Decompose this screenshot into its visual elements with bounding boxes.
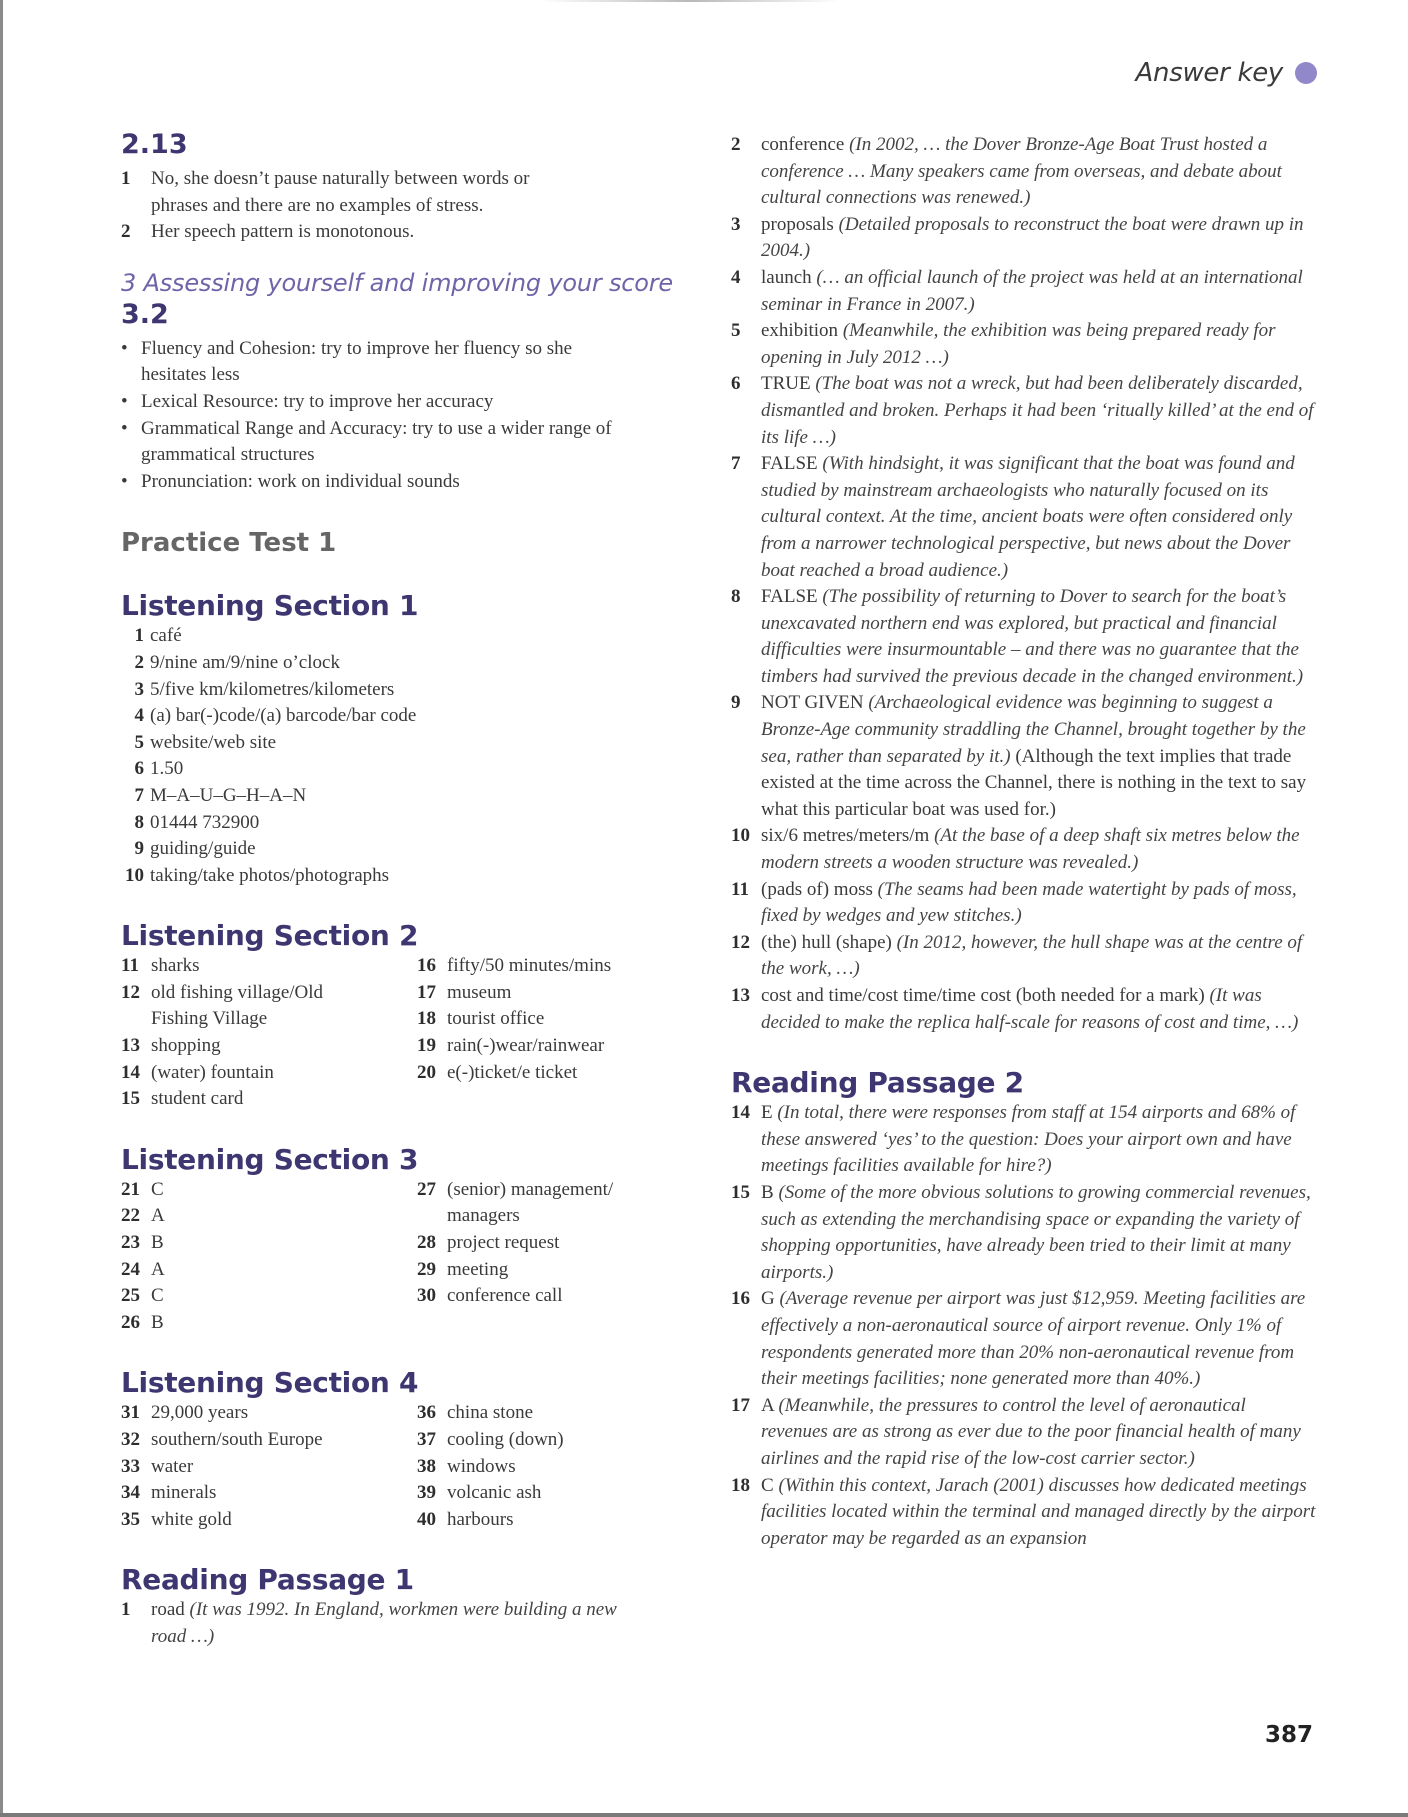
bullet-icon: •: [121, 337, 128, 359]
bullet-icon: •: [121, 390, 128, 412]
list-item: 12 old fishing village/Old Fishing Village: [121, 981, 324, 1030]
list-item: 34 minerals: [121, 1482, 217, 1504]
answer-text: TRUE: [761, 373, 811, 395]
list-item: 10 six/6 metres/meters/m (At the base of a deep shaft six metres below the modern streets a wooden structure was revealed.): [731, 825, 1300, 874]
list-item: 12 (the) hull (shape) (In 2012, however, the hull shape was at the centre of the work, …): [731, 931, 1303, 980]
quote-text: (At the base of a deep shaft six metres below the modern streets a wooden structure was revealed.): [761, 825, 1300, 874]
list-item: 14 E (In total, there were responses from staff at 154 airports and 68% of these answered ‘yes’ to the question: Does your airport own and have meetings facilities available for hire?): [731, 1102, 1296, 1177]
list-item: 6 1.50: [134, 758, 184, 780]
answer-text: conference: [761, 134, 845, 155]
reading-1-answers-continued: [731, 132, 1316, 1036]
list-item: 9 guiding/guide: [134, 838, 256, 860]
list-item: 7 M–A–U–G–H–A–N: [134, 784, 307, 806]
list-item: 10 taking/take photos/photographs: [125, 864, 390, 886]
listening-3-right: [417, 1177, 677, 1337]
list-item: 2 9/nine am/9/nine o’clock: [134, 651, 340, 673]
listening-2-answers: [121, 953, 701, 1113]
answer-text: (pads of) moss: [761, 878, 873, 900]
quote-text: (Meanwhile, the exhibition was being prepared ready for opening in July 2012 …): [761, 320, 1276, 368]
list-item: 20 e(-)ticket/e ticket: [417, 1061, 578, 1083]
listening-1-answers: [121, 623, 701, 889]
list-item: 2 conference (In 2002, … the Dover Bronze-Age Boat Trust hosted a conference … Many speakers came from overseas, and debate about cultural connections was renewed.): [731, 134, 1282, 209]
quote-text: (The possibility of returning to Dover to search for the boat’s unexcavated northern end was explored, but practical and financial difficulties were insurmountable – and there was no guarantee that the timbers had survived the previous decade in the changed environment.): [761, 586, 1304, 687]
quote-text: (Detailed proposals to reconstruct the boat were drawn up in 2004.): [761, 213, 1304, 262]
list-item: 7 FALSE (With hindsight, it was significant that the boat was found and studied by mainstream archaeologists who naturally focused on its cultural context. At the time, ancient boats were often considered only from a narrower technological perspective, but news about the Dover boat reached a broad audience.): [731, 453, 1295, 581]
listening-3-left: [121, 1177, 417, 1337]
list-item: 38 windows: [417, 1455, 516, 1477]
answer-list-2-13: [121, 166, 701, 246]
listening-4-left: [121, 1400, 417, 1533]
list-item: 18 tourist office: [417, 1008, 545, 1030]
page-left-edge: [0, 0, 3, 1817]
list-item: 1 No, she doesn’t pause naturally between words or phrases and there are no examples of stress.: [121, 168, 530, 216]
answer-text: launch: [761, 266, 812, 288]
list-item: • Fluency and Cohesion: try to improve her fluency so she hesitates less: [121, 336, 701, 389]
left-column: [121, 128, 701, 1651]
list-item: 18 C (Within this context, Jarach (2001) discusses how dedicated meetings facilities located within the terminal and managed directly by the airport operator may be regarded as an expansion: [731, 1474, 1316, 1549]
list-item: 1 road (It was 1992. In England, workmen were building a new road …): [121, 1599, 617, 1647]
list-item: 1 café: [134, 625, 182, 647]
answer-text: six/6 metres/meters/m: [761, 825, 930, 847]
answer-text: C: [761, 1474, 774, 1496]
practice-test-heading: Practice Test 1: [121, 528, 337, 559]
list-item: 13 shopping: [121, 1035, 221, 1057]
list-item: 3 5/five km/kilometres/kilometers: [134, 678, 395, 700]
list-item: 8 FALSE (The possibility of returning to Dover to search for the boat’s unexcavated northern end was explored, but practical and financial difficulties were insurmountable – and there was no guarantee that the timbers had survived the previous decade in the changed environment.): [731, 586, 1304, 687]
list-item: 5 exhibition (Meanwhile, the exhibition was being prepared ready for opening in July 2012 …): [731, 320, 1276, 368]
list-item: 27 (senior) management/ managers: [417, 1178, 614, 1227]
answer-text: FALSE: [761, 586, 818, 608]
reading-passage-1-heading: Reading Passage 1: [121, 1563, 414, 1597]
listening-section-2-heading: Listening Section 2: [121, 919, 419, 953]
right-column: [731, 132, 1316, 1552]
list-item: 40 harbours: [417, 1508, 514, 1530]
list-item: 36 china stone: [417, 1402, 534, 1424]
list-item: 6 TRUE (The boat was not a wreck, but had been deliberately discarded, dismantled and broken. Perhaps it had been ‘ritually killed’ at the end of its life …): [731, 373, 1314, 448]
answer-text: E: [761, 1102, 773, 1124]
listening-section-4-heading: Listening Section 4: [121, 1366, 419, 1400]
list-item: 22 A: [121, 1205, 165, 1227]
list-item: 9 NOT GIVEN (Archaeological evidence was beginning to suggest a Bronze-Age community straddling the Channel, brought together by the sea, rather than separated by it.) (Although the text implies that trade existed at the time across the Channel, there is nothing in the text to say what this particular boat was used for.): [731, 692, 1307, 820]
answer-text: NOT GIVEN: [761, 692, 864, 714]
quote-text: (Archaeological evidence was beginning to suggest a Bronze-Age community straddling the Channel, brought together by the sea, rather than separated by it.): [761, 692, 1306, 767]
list-item: 16 G (Average revenue per airport was just $12,959. Meeting facilities are effectively a non-aeronautical source of airport revenue. Only 1% of respondents generated more than 20% non-aeronautical revenue from their meetings facilities; none generated more than 40%.): [731, 1288, 1306, 1390]
list-item: 16 fifty/50 minutes/mins: [417, 955, 612, 977]
list-item: 24 A: [121, 1258, 165, 1280]
list-item: • Pronunciation: work on individual sounds: [121, 469, 701, 496]
page-number: 387: [1264, 1722, 1313, 1748]
quote-text: (Average revenue per airport was just $12,959. Meeting facilities are effectively a non-aeronautical source of airport revenue. Only 1% of respondents generated more than 20% non-aeronautical revenue from their meetings facilities; none generated more than 40%.): [761, 1288, 1306, 1390]
list-item: 28 project request: [417, 1232, 560, 1254]
section-heading-3-2: 3.2: [121, 298, 169, 330]
listening-4-answers: [121, 1400, 701, 1533]
listening-2-right: [417, 953, 677, 1113]
list-item: 17 museum: [417, 981, 512, 1003]
bullet-icon: •: [121, 417, 128, 439]
list-item: 21 C: [121, 1178, 164, 1200]
answer-text: FALSE: [761, 453, 818, 475]
list-item: • Lexical Resource: try to improve her accuracy: [121, 389, 701, 416]
chapter-heading: 3 Assessing yourself and improving your score: [121, 268, 673, 297]
list-item: 23 B: [121, 1232, 164, 1254]
reading-2-answers: [731, 1100, 1316, 1552]
list-item: 4 (a) bar(-)code/(a) barcode/bar code: [134, 705, 417, 727]
list-item: 15 B (Some of the more obvious solutions to growing commercial revenues, such as extending the merchandising space or expanding the variety of shopping opportunities, have already been tried to their limit at many airports.): [731, 1181, 1311, 1283]
list-item: 11 sharks: [121, 955, 200, 977]
quote-text: (In 2002, … the Dover Bronze-Age Boat Trust hosted a conference … Many speakers came from overseas, and debate about cultural connections was renewed.): [761, 134, 1282, 209]
answer-text: G: [761, 1288, 775, 1310]
list-item: 31 29,000 years: [121, 1402, 249, 1424]
quote-text: (It was decided to make the replica half-scale for reasons of cost and time, …): [761, 985, 1299, 1033]
listening-2-left: [121, 953, 417, 1113]
listening-section-1-heading: Listening Section 1: [121, 589, 419, 623]
listening-3-answers: [121, 1177, 701, 1337]
list-item: 37 cooling (down): [417, 1429, 564, 1450]
running-header-title: Answer key: [1135, 58, 1283, 88]
answer-text: (the) hull (shape): [761, 931, 892, 953]
list-item: 33 water: [121, 1455, 194, 1477]
quote-text: (… an official launch of the project was held at an international seminar in France in 2007.): [761, 266, 1303, 315]
list-item: 26 B: [121, 1311, 164, 1333]
list-item: 4 launch (… an official launch of the project was held at an international seminar in France in 2007.): [731, 266, 1303, 315]
page-top-edge: [540, 0, 840, 2]
list-item: 39 volcanic ash: [417, 1482, 542, 1504]
note-text: (Although the text implies that trade existed at the time across the Channel, there is nothing in the text to say what this particular boat was used for.): [761, 745, 1307, 820]
page-bottom-edge: [0, 1813, 1408, 1817]
list-item: • Grammatical Range and Accuracy: try to use a wider range of grammatical structures: [121, 416, 701, 469]
answer-text: A: [761, 1394, 774, 1416]
list-item: 11 (pads of) moss (The seams had been made watertight by pads of moss, fixed by wedges and yew stitches.): [731, 878, 1297, 927]
answer-text: exhibition: [761, 320, 839, 342]
quote-text: (In 2012, however, the hull shape was at the centre of the work, …): [761, 931, 1303, 980]
listening-4-right: [417, 1400, 677, 1533]
reading-1-answers-start: [121, 1597, 701, 1650]
list-item: 35 white gold: [121, 1508, 232, 1530]
list-item: 2 Her speech pattern is monotonous.: [121, 221, 415, 243]
quote-text: (In total, there were responses from staff at 154 airports and 68% of these answered ‘yes’ to the question: Does your airport own and have meetings facilities available for hire?): [761, 1102, 1296, 1177]
list-item: 25 C: [121, 1285, 164, 1307]
list-item: 19 rain(-)wear/rainwear: [417, 1035, 605, 1057]
reading-passage-2-heading: Reading Passage 2: [731, 1066, 1024, 1100]
quote-text: (The boat was not a wreck, but had been deliberately discarded, dismantled and broken. Perhaps it had been ‘ritually killed’ at the end of its life …): [761, 373, 1314, 448]
section-heading-2-13: 2.13: [121, 129, 188, 160]
list-item: 29 meeting: [417, 1258, 509, 1280]
list-item: 17 A (Meanwhile, the pressures to control the level of aeronautical revenues are as strong as ever due to the poor financial health of many airlines and the rapid rise of the low-cost carrier sector.): [731, 1394, 1301, 1469]
running-header: [1136, 58, 1317, 88]
listening-section-3-heading: Listening Section 3: [121, 1142, 419, 1176]
list-item: 14 (water) fountain: [121, 1061, 274, 1083]
list-item: 15 student card: [121, 1088, 244, 1110]
list-item: 3 proposals (Detailed proposals to reconstruct the boat were drawn up in 2004.): [731, 213, 1304, 262]
answer-text: B: [761, 1181, 774, 1203]
quote-text: (Meanwhile, the pressures to control the level of aeronautical revenues are as strong as ever due to the poor financial health of many airlines and the rapid rise of the low-cost carrier sector.): [761, 1394, 1301, 1469]
quote-text: (With hindsight, it was significant that the boat was found and studied by mainstream archaeologists who naturally focused on its cultural context. At the time, ancient boats were often considered only from a narrower technological perspective, but news about the Dover boat reached a broad audience.): [761, 453, 1295, 581]
quote-text: (Within this context, Jarach (2001) discusses how dedicated meetings facilities located within the terminal and managed directly by the airport operator may be regarded as an expansion: [761, 1474, 1316, 1549]
answer-text: proposals: [761, 213, 834, 235]
list-item: 32 southern/south Europe: [121, 1429, 323, 1450]
list-item: 30 conference call: [417, 1285, 563, 1307]
bullet-icon: •: [121, 470, 128, 492]
list-item: 5 website/web site: [134, 731, 277, 753]
quote-text: (The seams had been made watertight by pads of moss, fixed by wedges and yew stitches.): [761, 878, 1297, 927]
list-item: 13 cost and time/cost time/time cost (both needed for a mark) (It was decided to make the replica half-scale for reasons of cost and time, …): [731, 985, 1299, 1033]
accent-dot-icon: [1295, 62, 1317, 84]
list-item: 8 01444 732900: [134, 811, 260, 833]
answer-text: cost and time/cost time/time cost (both needed for a mark): [761, 985, 1205, 1006]
quote-text: (Some of the more obvious solutions to growing commercial revenues, such as extending the merchandising space or expanding the variety of shopping opportunities, have already been tried to their limit at many airports.): [761, 1181, 1311, 1283]
bullet-list-3-2: [121, 336, 701, 496]
